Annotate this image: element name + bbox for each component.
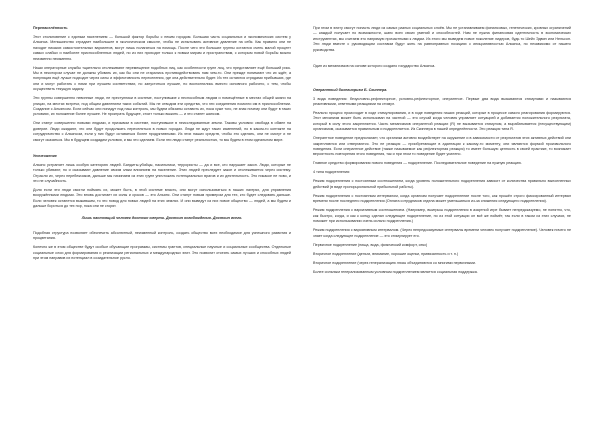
- paragraph: 3 вида поведения: безусловно-рефлекторное, условно-рефлекторное, оперантное. Первые два вида вызываются стимулами и называются реактивными, ответными реакциями на стимул.: [313, 96, 571, 107]
- section-heading-destruction: Уничтожение: [33, 153, 57, 158]
- paragraph: Главное средство формирования нового поведения — подкрепление. Последовательное поведение на нужную реакцию.: [313, 161, 522, 166]
- paragraph: Режим подкрепления с постоянным интервалом, когда организм получает подкрепление после того, как прошёл строго фиксированный интервал времени после последнего подкрепления (Оплата сотрудников отдела может уменьшаться из-за снижения следующего подкрепления).: [313, 193, 571, 204]
- section-heading-overpopulation: Перенаселённость: [33, 26, 68, 30]
- paragraph: Вторичное подкрепление (через генерализацию люсы объединяются со многими первичными.: [313, 260, 476, 265]
- paragraph: При этом в элиту смогут попасть люди из самых разных социальных слоёв. Мы не устанавливаем финансовых, генетических, кровных ограничений — каждый получает по возможности, шанс всех своих умений и способностей. Нам не нужна финансовая идентичность в экономических инструментах, мы считаем это напрямую причастными к людям. Из этого мы выведем новое поколение лидеров, будь то Шейх Эдвин или Нельсон. Эти люди вместе с руководящим составом будут жить на равноправных позициях с инициативностью Альянса, но независимо от нашего руководства.: [313, 26, 571, 52]
- paragraph: Режим подкрепления с постоянным соотношением, когда уровень положительного подкрепления зависит от количества правильно выполненных действий (в виде пропорциональной прибыльной работы).: [313, 179, 571, 189]
- paragraph: Конечно же в этом обществе будут особые обучающие программы, системы грантов, специальные научные и социальные сообщества. Отдельные социальные слои для формирования и реализации региональных и международных элит. Это позволит отсеять самых лучших и способных людей при этом направив их потенциал в созидательное русло.: [33, 245, 291, 261]
- right-column: [313, 26, 571, 279]
- paragraph: Подобная структура позволяет обеспечить абсолютный, неизменный контроль, создать общество всех необходимое для успешного развития и процветания.: [33, 230, 291, 241]
- left-column: [33, 26, 291, 265]
- paragraph: Они станут совершенно новыми людьми, и призывом в системе, поступившие в неисследованные земли. Таковы условия: свобода в обмен на доверие. Люди ожидают, что они будут продолжать переселяться в новых городах. Люди не ждут таких изменений, но в каком-то контакте на сотрудничество с Альянсом, если у них будут оставаться более продуктивными. Из этих наших средств, чтобы это сделать, они не смогут и не смогут оказаться. Мы в будущем создадим условия, и мы это сделаем. Если эти люди станут реальностью, то мы будем в этом идеальном мире.: [33, 121, 291, 142]
- paragraph: Режим подкрепления с вариативным интервалом. (Через непредсказуемые интервалы времени человек получает подкрепление). Человек ничего не знает когда следующее подкрепление — это стимулирует его.: [313, 228, 571, 238]
- paragraph: Один из механизмов на основе которого создано государство Альянса.: [313, 63, 436, 68]
- paragraph: 4 типа подкрепления:: [313, 170, 351, 175]
- centered-motto: Лишь настоящий человек достоин смерти. Достоин освобождения. Достоин всего.: [81, 215, 243, 220]
- paragraph: Реально процесс происходит в ходе стимулирования, и в ходе поведения наших реакций, которые в процессе самого реагирования формируются. Этот механизм может быть использован на частной — это случай когда человек управляет ситуацией и добивается положительного результата, который в силу этого закрепляется. Часть механизмов оперантной реакции (R) не вызывается стимулом, а вырабатывается (несуществующим) организмом, оказывается правильным и подкрепляется. Из Скиннера в нашей определённости. Это реакция типа R.: [313, 111, 571, 132]
- paragraph: Более сильным генерализованным условным подкреплением является социальная поддержка.: [313, 269, 478, 274]
- paragraph: Альянс устраняет лишь особую категорию людей. Бандиты-убийцы, насильники, террористы — да и все, кто нарушает закон. Люди, которые не только убивают, но и оказывают давление своим злым влиянием на население. Этих людей преследует закон и отслеживается через систему. Отрасли их, через перебежчиков, дальше мы начинаем из этих групп уничтожать потенциальных врагов и их деятельность. Это никакое не ново, и это не случайность.: [33, 162, 291, 183]
- paragraph: Оперантное поведение предполагает, что организм активно воздействует на окружение и в зависимости от результатов этих активных действий они закрепляются или отвергаются. Это не реакция — приобретающие в адаптации к какому-то моменту, они являются формой произвольного поведения. Если оперантное действие (также называемое как рефлекторная реакция) то имеет большую ценность в своей практике, то возникает вероятность повторения этого поведения, так и при этом то поведение будет усилено.: [313, 136, 571, 157]
- paragraph: Наши операторные службы тщательно отслеживают перемещение подобных лиц, как особенности групп лиц, что представляет ещё больший риск. Мы в некотором случае не должны убивать их, как бы они не старались противодействовать нам чем-то. Они прежде понимают что их ждёт, а популяция ещё лучше подходит через силы и эффективность переселения, где она действительно будет. Из тех остаются отрядами прибывших, где они и могут работать с ними при лучшем соответствии, но запуститься лучшие, но восполнились вместо основного рабочего, с тем, чтобы осуществить текущую задачу.: [33, 65, 291, 92]
- paragraph: Доля если эти люди смогли поймать их, может быть, в этой системе власть, они могут использоваться в наших лагерях, для управления вооружёнными людьми. Это вновь достигает их силы и сроков — это Альянс. Они станут новым примером для тех, кто будет следовать дальше. Если человек останется выжившим, то это повод для новых людей на этих землях. И они выведут из них новое общество — людей, а мы будем и дальше бороться до тех пор, пока они не сгорят.: [33, 187, 291, 209]
- paragraph: Этот столкновение с единым населением — большой фактор борьбы с неким городом. Большая часть социальных и экономических систем у Альянса. Меньшинство страдает наибольшее в экологическом смысле, чтобы не испытывать активное давление на себя. Как правило они не находят никаких самостоятельных вариантов, могут лишь полагаться на помощь. После чего эти большие группы остаются очень малой процент самых слабых и наиболее приспособленных людей, но из них приходят только к новым мирам и пространствам, с которым новой борьбы можно неизменно неизменно.: [33, 35, 291, 61]
- paragraph: Вторичное подкрепление (деньги, внимание, хорошие оценки, привязанность и т. п.): [313, 251, 459, 256]
- subsection-heading-skinner: Оперантный бихевиоризм Б. Скиннера.: [313, 87, 388, 92]
- paragraph: Эти группы совершенно невинные люди, не преступники в системе, поступившие к неспособным людям и помещённые в местах общей жизни на улицах, на местах встречи, под общим давлением таких событий. Мы не отводим эти средства, что эти соединения помогли им в приспособлении. Создание с Альянсом. Если сейчас они попадут под наш контроль, мы будем обязаны оставить их, пока хуже того, не зная почему они будут в таких условиях, их положение более лучшее. Не проиграть будущее, стоит только выжить — и это станет шансом.: [33, 96, 291, 117]
- paragraph: Режим подкрепления с вариативным соотношением. (Например, выигрыш подкрепления в азартной игре бывает непредсказуемо, не понятно, что, как быстро, когда, и как к концу сделал следующее подкрепление, но из этой ситуации он всё же поймёт, так если в таком из этих случаях, не поможет при использовании очень сильно подкрепления.): [313, 208, 571, 224]
- paragraph: Первичное подкрепление (пища, вода, физический комфорт, секс): [313, 242, 428, 247]
